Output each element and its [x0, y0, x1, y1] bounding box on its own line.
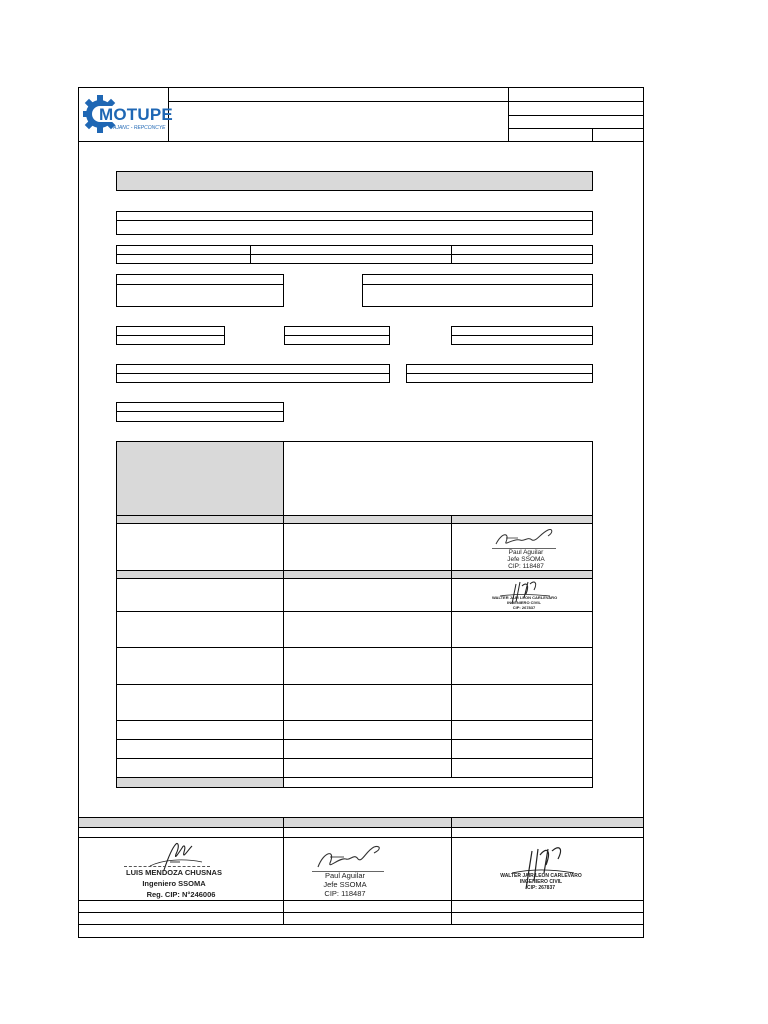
field-left-tall[interactable] [116, 274, 284, 307]
signature-role: INGENIERO CIVIL [519, 879, 563, 885]
company-logo-text: MOTUPE [99, 105, 173, 124]
company-logo-tagline: AJANC - REPCONCYE [113, 125, 166, 131]
signature-paul-aguilar-table [486, 528, 566, 568]
signature-reg: Reg. CIP: N°246006 [146, 890, 216, 899]
handwritten-signature-icon [492, 528, 556, 548]
signature-role: Jefe SSOMA [323, 880, 367, 889]
signature-name: Paul Aguilar [508, 549, 544, 556]
signature-name: LUIS MENDOZA CHUSNAS [126, 868, 222, 877]
signature-reg: CIP: 267837 [526, 885, 556, 891]
handwritten-signature-icon [312, 843, 384, 871]
signature-luis-mendoza [118, 838, 244, 900]
signature-reg: CIP: 118487 [508, 563, 544, 570]
signature-role: Jefe SSOMA [507, 556, 545, 563]
signature-paul-aguilar-approval [304, 843, 386, 898]
signature-reg: CIP: 267837 [512, 605, 536, 610]
signature-name: Paul Aguilar [324, 871, 366, 880]
field-full-width[interactable] [116, 211, 593, 235]
form-title-bar [116, 171, 593, 191]
signature-role: Ingeniero SSOMA [142, 879, 206, 888]
signature-name: WALTER JAIR LEON CARLEVARO [492, 595, 558, 600]
signature-walter-table [492, 580, 556, 610]
field-right-tall[interactable] [362, 274, 593, 307]
company-logo [83, 92, 173, 138]
field-single[interactable] [116, 402, 284, 422]
signature-role: INGENIERO CIVIL [507, 600, 541, 605]
signature-reg: CIP: 118487 [324, 889, 366, 898]
signature-table-grey-cell [117, 442, 283, 515]
signature-name: WALTER JAIR LEON CARLEVARO [500, 873, 582, 879]
signature-walter-approval [500, 845, 582, 895]
